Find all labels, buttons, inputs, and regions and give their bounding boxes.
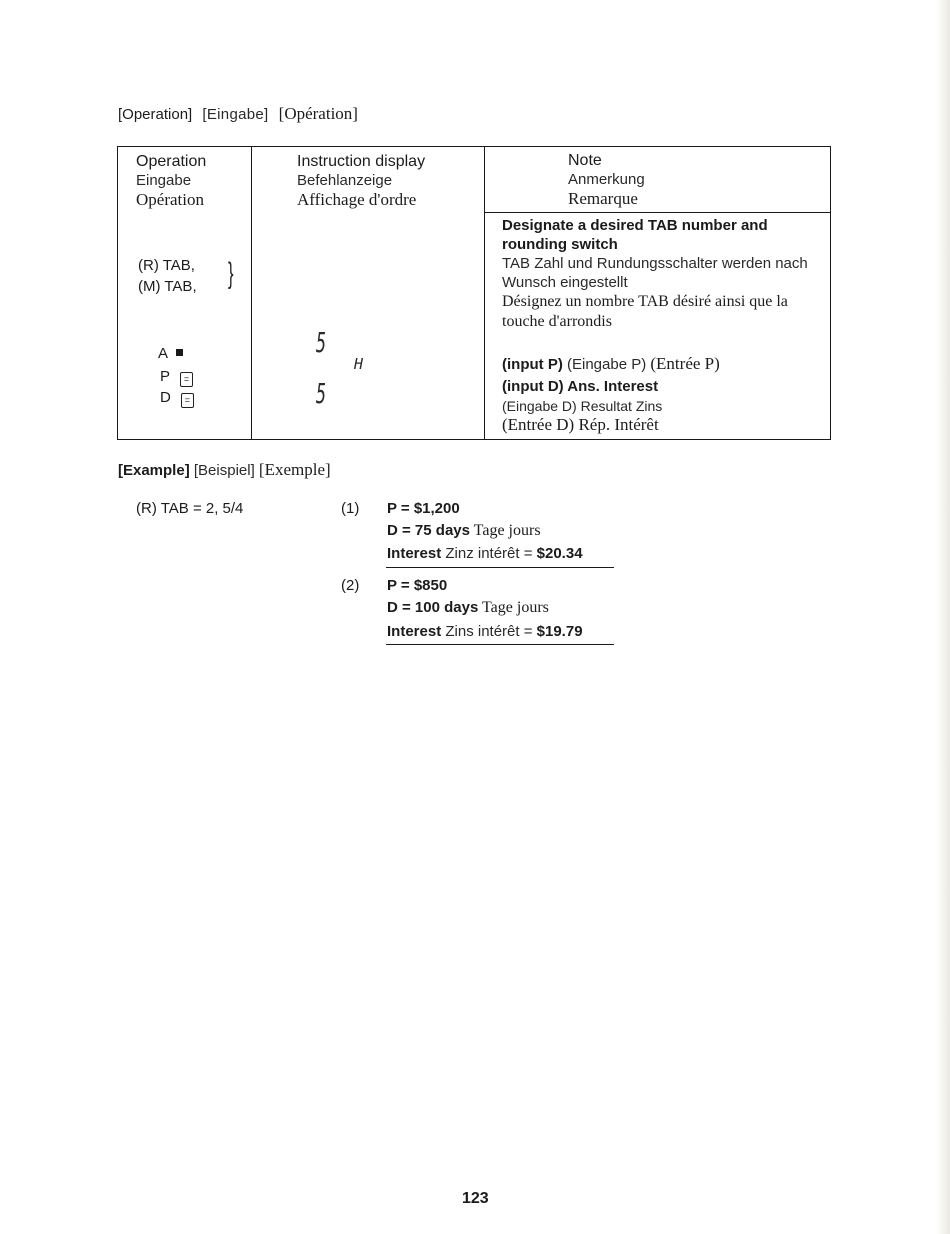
interest-label: Interest bbox=[387, 623, 442, 640]
instruction-table bbox=[117, 146, 831, 440]
operation-key-d bbox=[160, 388, 194, 408]
display-readout-2: 5 bbox=[316, 377, 327, 410]
interest-label: Interest bbox=[387, 545, 442, 562]
column-header-fr: Remarque bbox=[568, 189, 638, 208]
example-title-en: [Example] bbox=[118, 462, 190, 479]
operation-tab-r: (R) TAB, bbox=[138, 257, 195, 274]
example-number: (1) bbox=[341, 500, 360, 517]
column-header-en: Instruction display bbox=[297, 153, 426, 170]
column-header-operation bbox=[136, 152, 206, 209]
key-label: D bbox=[160, 389, 171, 406]
column-header-en: Note bbox=[568, 152, 602, 169]
example-principal: P = $850 bbox=[387, 577, 448, 594]
square-key-icon bbox=[176, 349, 183, 356]
column-header-de: Befehlanzeige bbox=[297, 172, 393, 189]
days-value: D = 100 days bbox=[387, 599, 479, 616]
column-header-de: Eingabe bbox=[136, 172, 192, 189]
example-title-de: [Beispiel] bbox=[193, 462, 255, 479]
key-label: A bbox=[158, 345, 169, 362]
column-header-note bbox=[568, 151, 645, 208]
equals-key-icon: = bbox=[180, 372, 193, 387]
note-input-p bbox=[502, 354, 720, 374]
table-divider bbox=[251, 147, 252, 439]
note-d-fr: (Entrée D) Rép. Intérêt bbox=[502, 415, 659, 434]
key-label: P bbox=[160, 368, 171, 385]
interest-words: Zins intérêt = bbox=[441, 623, 537, 640]
note-p-fr: (Entrée P) bbox=[650, 354, 720, 373]
operation-key-a bbox=[158, 344, 183, 364]
page-edge-shadow bbox=[936, 0, 950, 1234]
right-brace-icon: } bbox=[228, 257, 234, 290]
interest-words: Zinz intérêt = bbox=[441, 545, 537, 562]
column-header-de: Anmerkung bbox=[568, 171, 645, 188]
operation-tab-m: (M) TAB, bbox=[138, 278, 197, 295]
note-d-de: (Eingabe D) Resultat Zins bbox=[502, 398, 663, 414]
days-words: Tage jours bbox=[478, 599, 549, 616]
note-de: TAB Zahl und Rundungsschalter werden nach Wunsch eingestellt bbox=[502, 255, 808, 291]
note-p-de: (Eingabe P) bbox=[567, 356, 647, 373]
equals-key-icon: = bbox=[181, 393, 194, 408]
example-days bbox=[387, 522, 541, 540]
column-header-fr: Affichage d'ordre bbox=[297, 190, 417, 209]
column-header-en: Operation bbox=[136, 153, 207, 170]
table-divider bbox=[484, 147, 485, 439]
example-days bbox=[387, 599, 549, 617]
operation-header bbox=[118, 104, 364, 124]
days-words: Tage jours bbox=[469, 522, 541, 539]
interest-value: $19.79 bbox=[536, 623, 583, 640]
note-tab-setting bbox=[502, 216, 822, 332]
column-header-instruction-display bbox=[297, 152, 425, 209]
table-header-rule bbox=[484, 212, 830, 213]
example-number: (2) bbox=[341, 577, 360, 594]
example-title-fr: [Exemple] bbox=[258, 460, 331, 479]
interest-value: $20.34 bbox=[536, 545, 583, 562]
days-value: D = 75 days bbox=[387, 522, 470, 539]
example-underline bbox=[386, 567, 614, 568]
note-p-en: (input P) bbox=[502, 356, 563, 373]
header-operation-fr: [Opération] bbox=[278, 104, 358, 123]
example-header bbox=[118, 460, 331, 480]
column-header-fr: Opération bbox=[136, 190, 204, 209]
operation-key-p bbox=[160, 367, 193, 387]
example-principal: P = $1,200 bbox=[387, 500, 460, 517]
header-operation-de: [Eingabe] bbox=[202, 106, 269, 123]
example-interest bbox=[387, 545, 583, 562]
note-d-en: (input D) Ans. Interest bbox=[502, 378, 659, 395]
header-operation-en: [Operation] bbox=[118, 106, 193, 123]
example-interest bbox=[387, 623, 583, 640]
note-fr: Désignez un nombre TAB désiré ainsi que la touche d'arrondis bbox=[502, 293, 788, 330]
display-readout-1: 5 bbox=[316, 326, 327, 359]
display-flag-h: H bbox=[354, 355, 364, 373]
example-tab-setting: (R) TAB = 2, 5/4 bbox=[136, 500, 244, 517]
page-number: 123 bbox=[462, 1190, 489, 1207]
example-underline bbox=[386, 644, 614, 645]
note-en: Designate a desired TAB number and rounding switch bbox=[502, 217, 768, 253]
